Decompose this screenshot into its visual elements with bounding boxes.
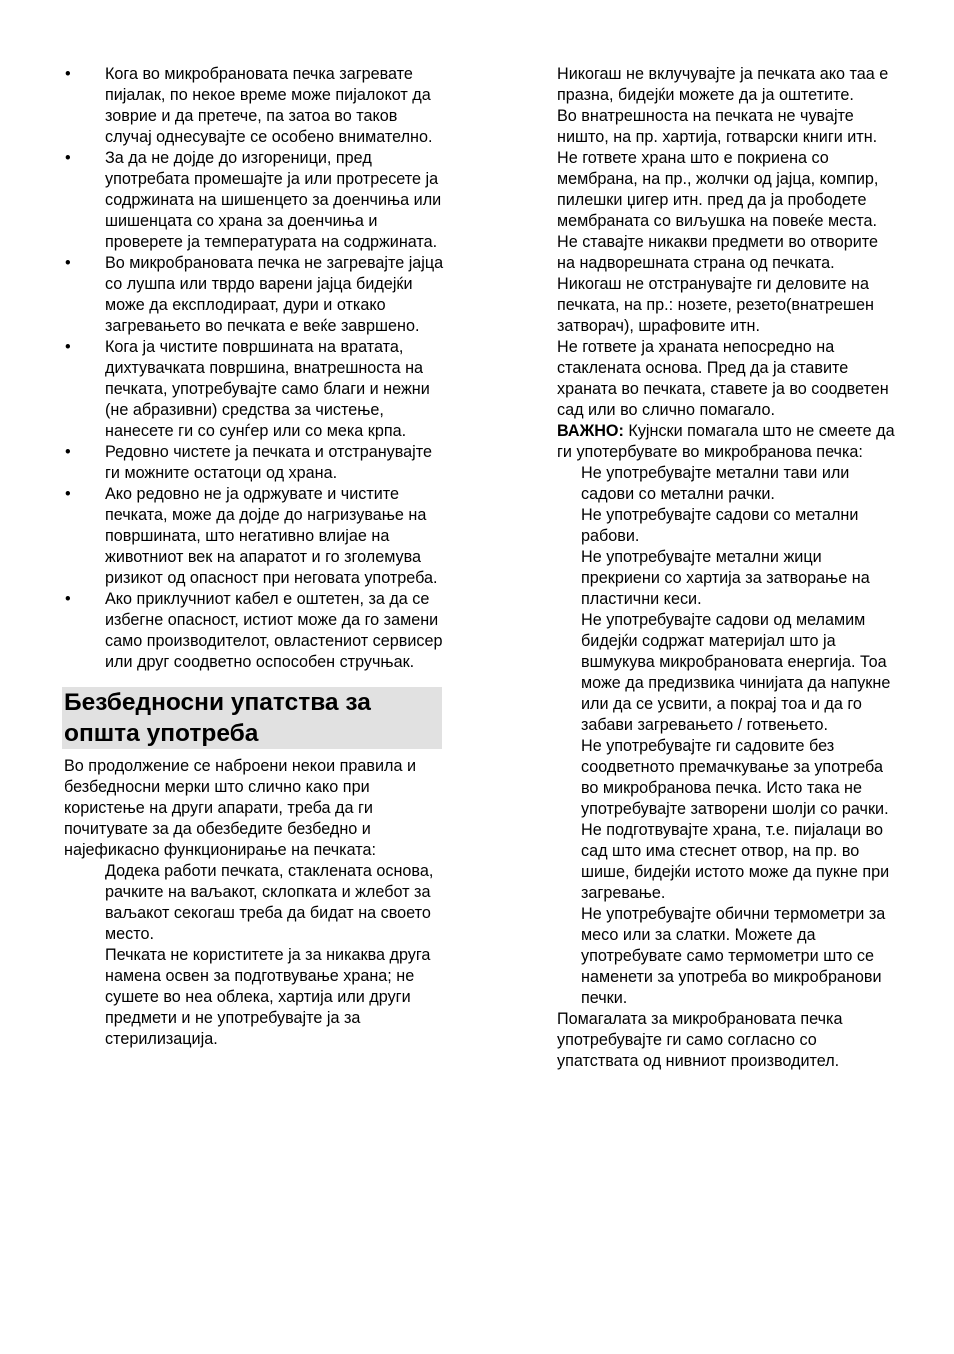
indented-paragraph: Не употребувајте метални жици прекриени со хартија за затворање на пластични кеси. xyxy=(581,548,870,608)
right-column xyxy=(557,64,897,1072)
left-column xyxy=(62,64,448,1050)
indented-paragraph: Не подготвувајте храна, т.е. пијалаци во сад што има стеснет отвор, на пр. во шише, бидејќи истото може да пукне при загревање. xyxy=(581,821,890,902)
bullet-item xyxy=(62,442,448,484)
section-intro: Во продолжение се наброени некои правила и безбедносни мерки што слично како при користење на други апарати, треба да ги почитувате за да обезбедите безбедно и најефикасно функционирање на печката: xyxy=(64,757,417,859)
important-label: ВАЖНО: xyxy=(557,422,624,440)
indented-paragraph: Не употребувајте метални тави или садови со метални рачки. xyxy=(581,464,850,503)
bullet-item xyxy=(62,253,448,337)
section-heading: Безбедносни упатства за општа употреба xyxy=(62,687,442,749)
indented-paragraph: Не употребувајте обични термометри за месо или за слатки. Можете да употребувате само термометри што се наменети за употреба во микробранови печки. xyxy=(581,905,886,1007)
bullet-text: За да не дојде до изгореници, пред употребата промешајте ја или протресете ја содржината на шишенцето за доенчиња или шишенцата со храна за доенчиња и проверете ја температурата на содржината. xyxy=(105,149,442,251)
paragraph: Никогаш не вклучувајте ја печката ако таа е празна, бидејќи можете да ја оштетите. xyxy=(557,65,889,104)
bullet-icon: • xyxy=(65,149,71,167)
important-text: Кујнски помагала што не смеете да ги употербувате во микробранова печка: xyxy=(557,422,895,461)
paragraph: Никогаш не отстранувајте ги деловите на печката, на пр.: нозете, резето(внатрешен затворач), шрафовите итн. xyxy=(557,275,874,335)
bullet-icon: • xyxy=(65,254,71,272)
paragraph: Не гответе ја храната непосредно на стаклената основа. Пред да ја ставите храната во печката, ставете ја во соодветен сад или во слично помагало. xyxy=(557,338,889,419)
bullet-icon: • xyxy=(65,338,71,356)
indented-paragraph: Не употребувајте садови со метални рабови. xyxy=(581,506,859,545)
closing-paragraph: Помагалата за микробрановата печка употребувајте ги само согласно со упатствата од нивниот производител. xyxy=(557,1010,843,1070)
safety-bullet-list xyxy=(62,64,448,673)
bullet-item xyxy=(62,64,448,148)
important-note xyxy=(557,421,897,463)
bullet-text: Кога ја чистите површината на вратата, дихтувачката површина, внатрешноста на печката, употребувајте само благи и нежни (не абразивни) средства за чистење, нанесете ги со сунѓер или со мека крпа. xyxy=(105,338,430,440)
paragraph: Во внатрешноста на печката не чувајте ништо, на пр. хартија, готварски книги итн. xyxy=(557,107,878,146)
bullet-icon: • xyxy=(65,485,71,503)
bullet-text: Ако редовно не ја одржувате и чистите печката, може да дојде до нагризување на површината, што негативно влијае на животниот век на апаратот и го зголемува ризикот од опасност при неговата употреба. xyxy=(105,485,438,587)
bullet-item xyxy=(62,337,448,442)
bullet-icon: • xyxy=(65,65,71,83)
bullet-icon: • xyxy=(65,590,71,608)
bullet-text: Во микробрановата печка не загревајте јајца со лушпа или тврдо варени јајца бидејќи може да експлодираат, дури и откако загревањето во печката е веќе завршено. xyxy=(105,254,444,335)
bullet-item xyxy=(62,589,448,673)
indented-paragraph: Не употребувајте ги садовите без соодветното премачкување за употреба во микробранова печка. Исто така не употребувајте затворени шолји со рачки. xyxy=(581,737,889,818)
indented-paragraph: Не употребувајте садови од меламим бидејќи содржат материјал што ја вшмукува микробрановата енергија. Тоа може да предизвика чинијата да напукне или да се усвити, а покрај тоа и да го забави загревањето / готвењето. xyxy=(581,611,891,734)
bullet-icon: • xyxy=(65,443,71,461)
paragraph: Не гответе храна што е покриена со мембрана, на пр., жолчки од јајца, компир, пилешки џигер итн. пред да ја прободете мембраната со виљушка на повеќе места. xyxy=(557,149,879,230)
paragraph: Не ставајте никакви предмети во отворите на надворешната страна од печката. xyxy=(557,233,878,272)
bullet-text: Ако приклучниот кабел е оштетен, за да се избегне опасност, истиот може да го замени само производителот, овластениот сервисер или друг соодветно оспособен стручњак. xyxy=(105,590,443,671)
bullet-text: Редовно чистете ја печката и отстранувајте ги можните остатоци од храна. xyxy=(105,443,433,482)
bullet-item xyxy=(62,484,448,589)
bullet-item xyxy=(62,148,448,253)
indented-paragraph: Печката не користитете ја за никаква друга намена освен за подготвување храна; не сушете во неа облека, хартија или други предмети и не употребувајте ја за стерилизација. xyxy=(105,946,431,1048)
bullet-text: Кога во микробрановата печка загревате пијалак, по некое време може пијалокот да зоврие и да претече, па затоа во таков случај однесувајте се особено внимателно. xyxy=(105,65,433,146)
indented-paragraph: Додека работи печката, стаклената основа, рачките на ваљакот, склопката и жлебот за ваљакот секогаш треба да бидат на своето место. xyxy=(105,862,434,943)
